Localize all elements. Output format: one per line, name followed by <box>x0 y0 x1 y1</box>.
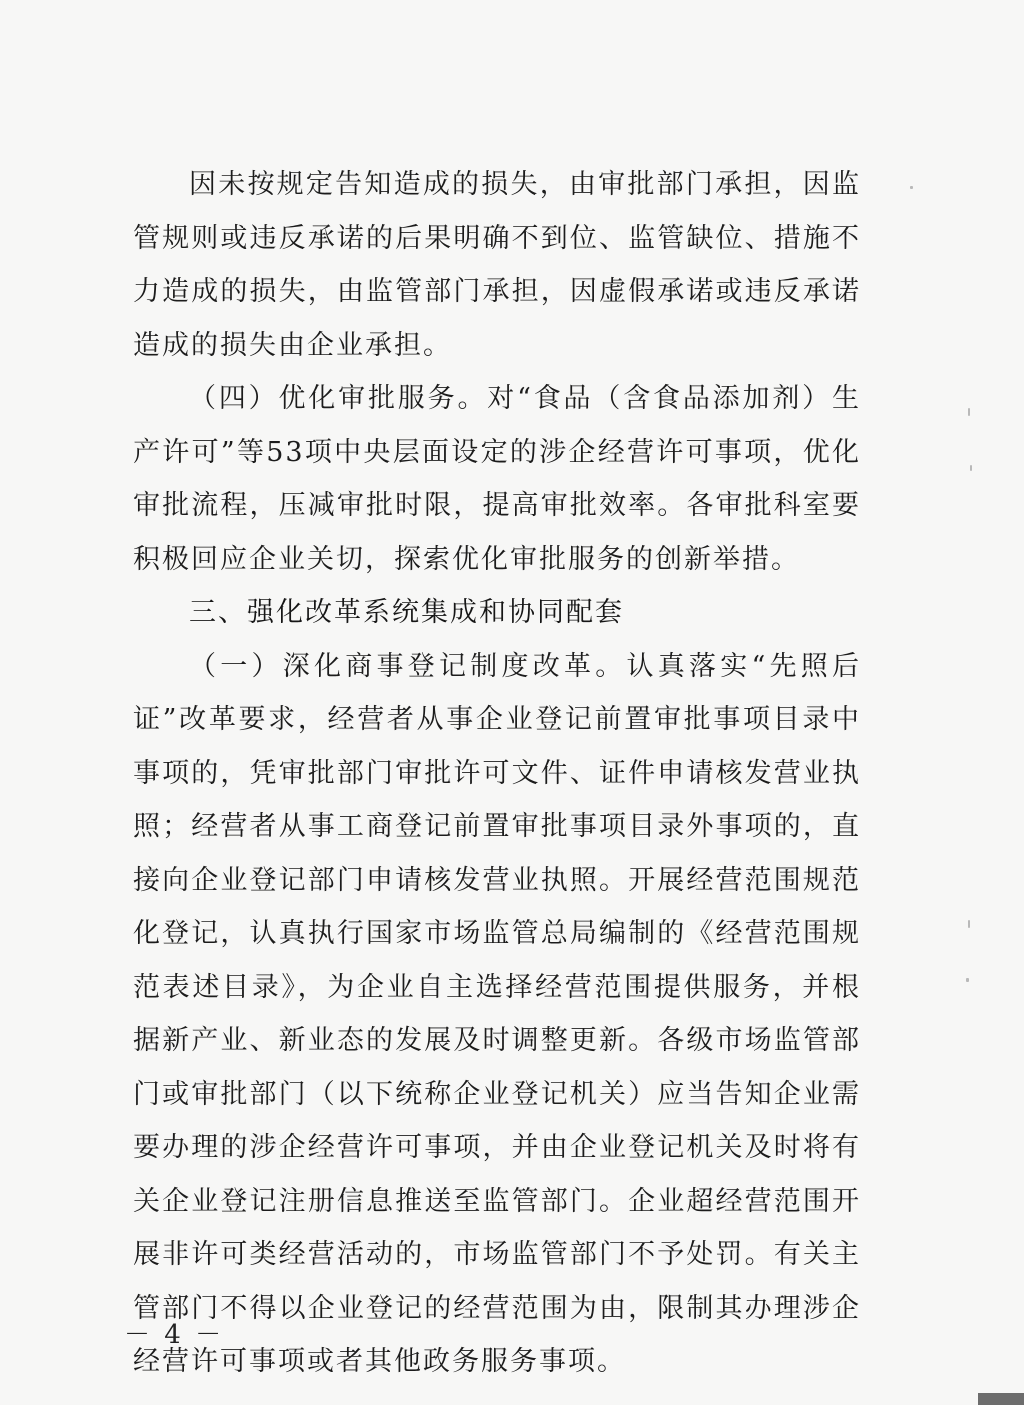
scan-speck <box>968 408 970 416</box>
scan-edge-mark <box>978 1393 1024 1405</box>
paragraph-business-registration: （一）深化商事登记制度改革。认真落实“先照后证”改革要求，经营者从事企业登记前置审批事项目录中事项的，凭审批部门审批许可文件、证件申请核发营业执照；经营者从事工商登记前置审批事项目录外事项的，直接向企业登记部门申请核发营业执照。开展经营范围规范化登记，认真执行国家市场监管总局编制的《经营范围规范表述目录》，为企业自主选择经营范围提供服务，并根据新产业、新业态的发展及时调整更新。各级市场监管部门或审批部门（以下统称企业登记机关）应当告知企业需要办理的涉企经营许可事项，并由企业登记机关及时将有关企业登记注册信息推送至监管部门。企业超经营范围开展非许可类经营活动的，市场监管部门不予处罚。有关主管部门不得以企业登记的经营范围为由，限制其办理涉企经营许可事项或者其他政务服务事项。 <box>133 650 861 1377</box>
scan-speck <box>910 186 913 189</box>
scan-speck <box>970 465 972 471</box>
paragraph-optimize-approval: （四）优化审批服务。对“食品（含食品添加剂）生产许可”等53项中央层面设定的涉企经营许可事项，优化审批流程，压减审批时限，提高审批效率。各审批科室要积极回应企业关切，探索优化审批服务的创新举措。 <box>133 383 861 575</box>
scan-speck <box>966 978 969 982</box>
section-heading: 三、强化改革系统集成和协同配套 <box>189 597 624 628</box>
document-body <box>133 158 861 1389</box>
scan-speck <box>968 920 970 928</box>
page-number: － 4 － <box>124 1320 225 1350</box>
paragraph-liability: 因未按规定告知造成的损失，由审批部门承担，因监管规则或违反承诺的后果明确不到位、监管缺位、措施不力造成的损失，由监管部门承担，因虚假承诺或违反承诺造成的损失由企业承担。 <box>133 169 861 361</box>
